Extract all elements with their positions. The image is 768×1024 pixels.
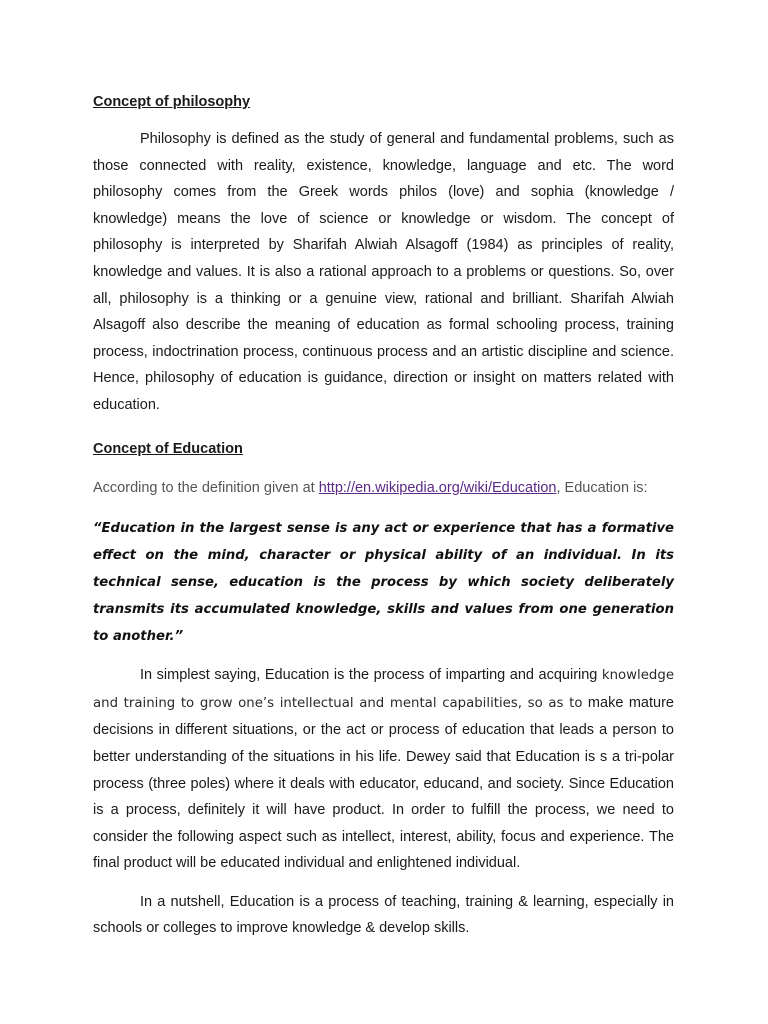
- para1-mid: knowledge and training to grow one’s intellectual and mental capabilities, so as to: [93, 668, 674, 711]
- heading-concept-of-education: Concept of Education: [93, 440, 243, 457]
- para1-end: make mature decisions in different situations, or the act or process of education that leads a person to better understanding of the situations in his life. Dewey said that Education is s a tri-polar process (three poles) where it deals with educator, educand, and society. Since Education is a process, definitely it will have product. In order to fulfill the process, we need to consider the following aspect such as intellect, interest, ability, focus and experience. The final product will be educated individual and enlightened individual.: [93, 694, 674, 872]
- nutshell-paragraph: In a nutshell, Education is a process of teaching, training & learning, especially in schools or colleges to improve knowledge & develop skills.: [93, 893, 674, 937]
- simplest-saying-paragraph: [93, 662, 674, 877]
- philosophy-paragraph: Philosophy is defined as the study of general and fundamental problems, such as those connected with reality, existence, knowledge, language and etc. The word philosophy comes from the Greek words philos (love) and sophia (knowledge / knowledge) means the love of science or knowledge or wisdom. The concept of philosophy is interpreted by Sharifah Alwiah Alsagoff (1984) as principles of reality, knowledge and values. It is also a rational approach to a problems or questions. So, over all, philosophy is a thinking or a genuine view, rational and brilliant. Sharifah Alwiah Alsagoff also describe the meaning of education as formal schooling process, training process, indoctrination process, continuous process and an artistic discipline and science. Hence, philosophy of education is guidance, direction or insight on matters related with education.: [93, 131, 674, 413]
- heading-concept-of-philosophy: Concept of philosophy: [93, 94, 251, 110]
- education-quote: “Education in the largest sense is any act or experience that has a formative effect on the mind, character or physical ability of an individual. In its technical sense, education is the process by which society deliberately transmits its accumulated knowledge, skills and values from one generation to another.”: [93, 521, 674, 645]
- definition-intro: [93, 475, 674, 502]
- para1-start: In simplest saying, Education is the process of imparting and acquiring: [140, 667, 602, 684]
- wikipedia-link[interactable]: http://en.wikipedia.org/wiki/Education: [318, 479, 557, 496]
- intro-text-before: According to the definition given at: [93, 479, 319, 496]
- intro-text-after: , Education is:: [556, 479, 648, 496]
